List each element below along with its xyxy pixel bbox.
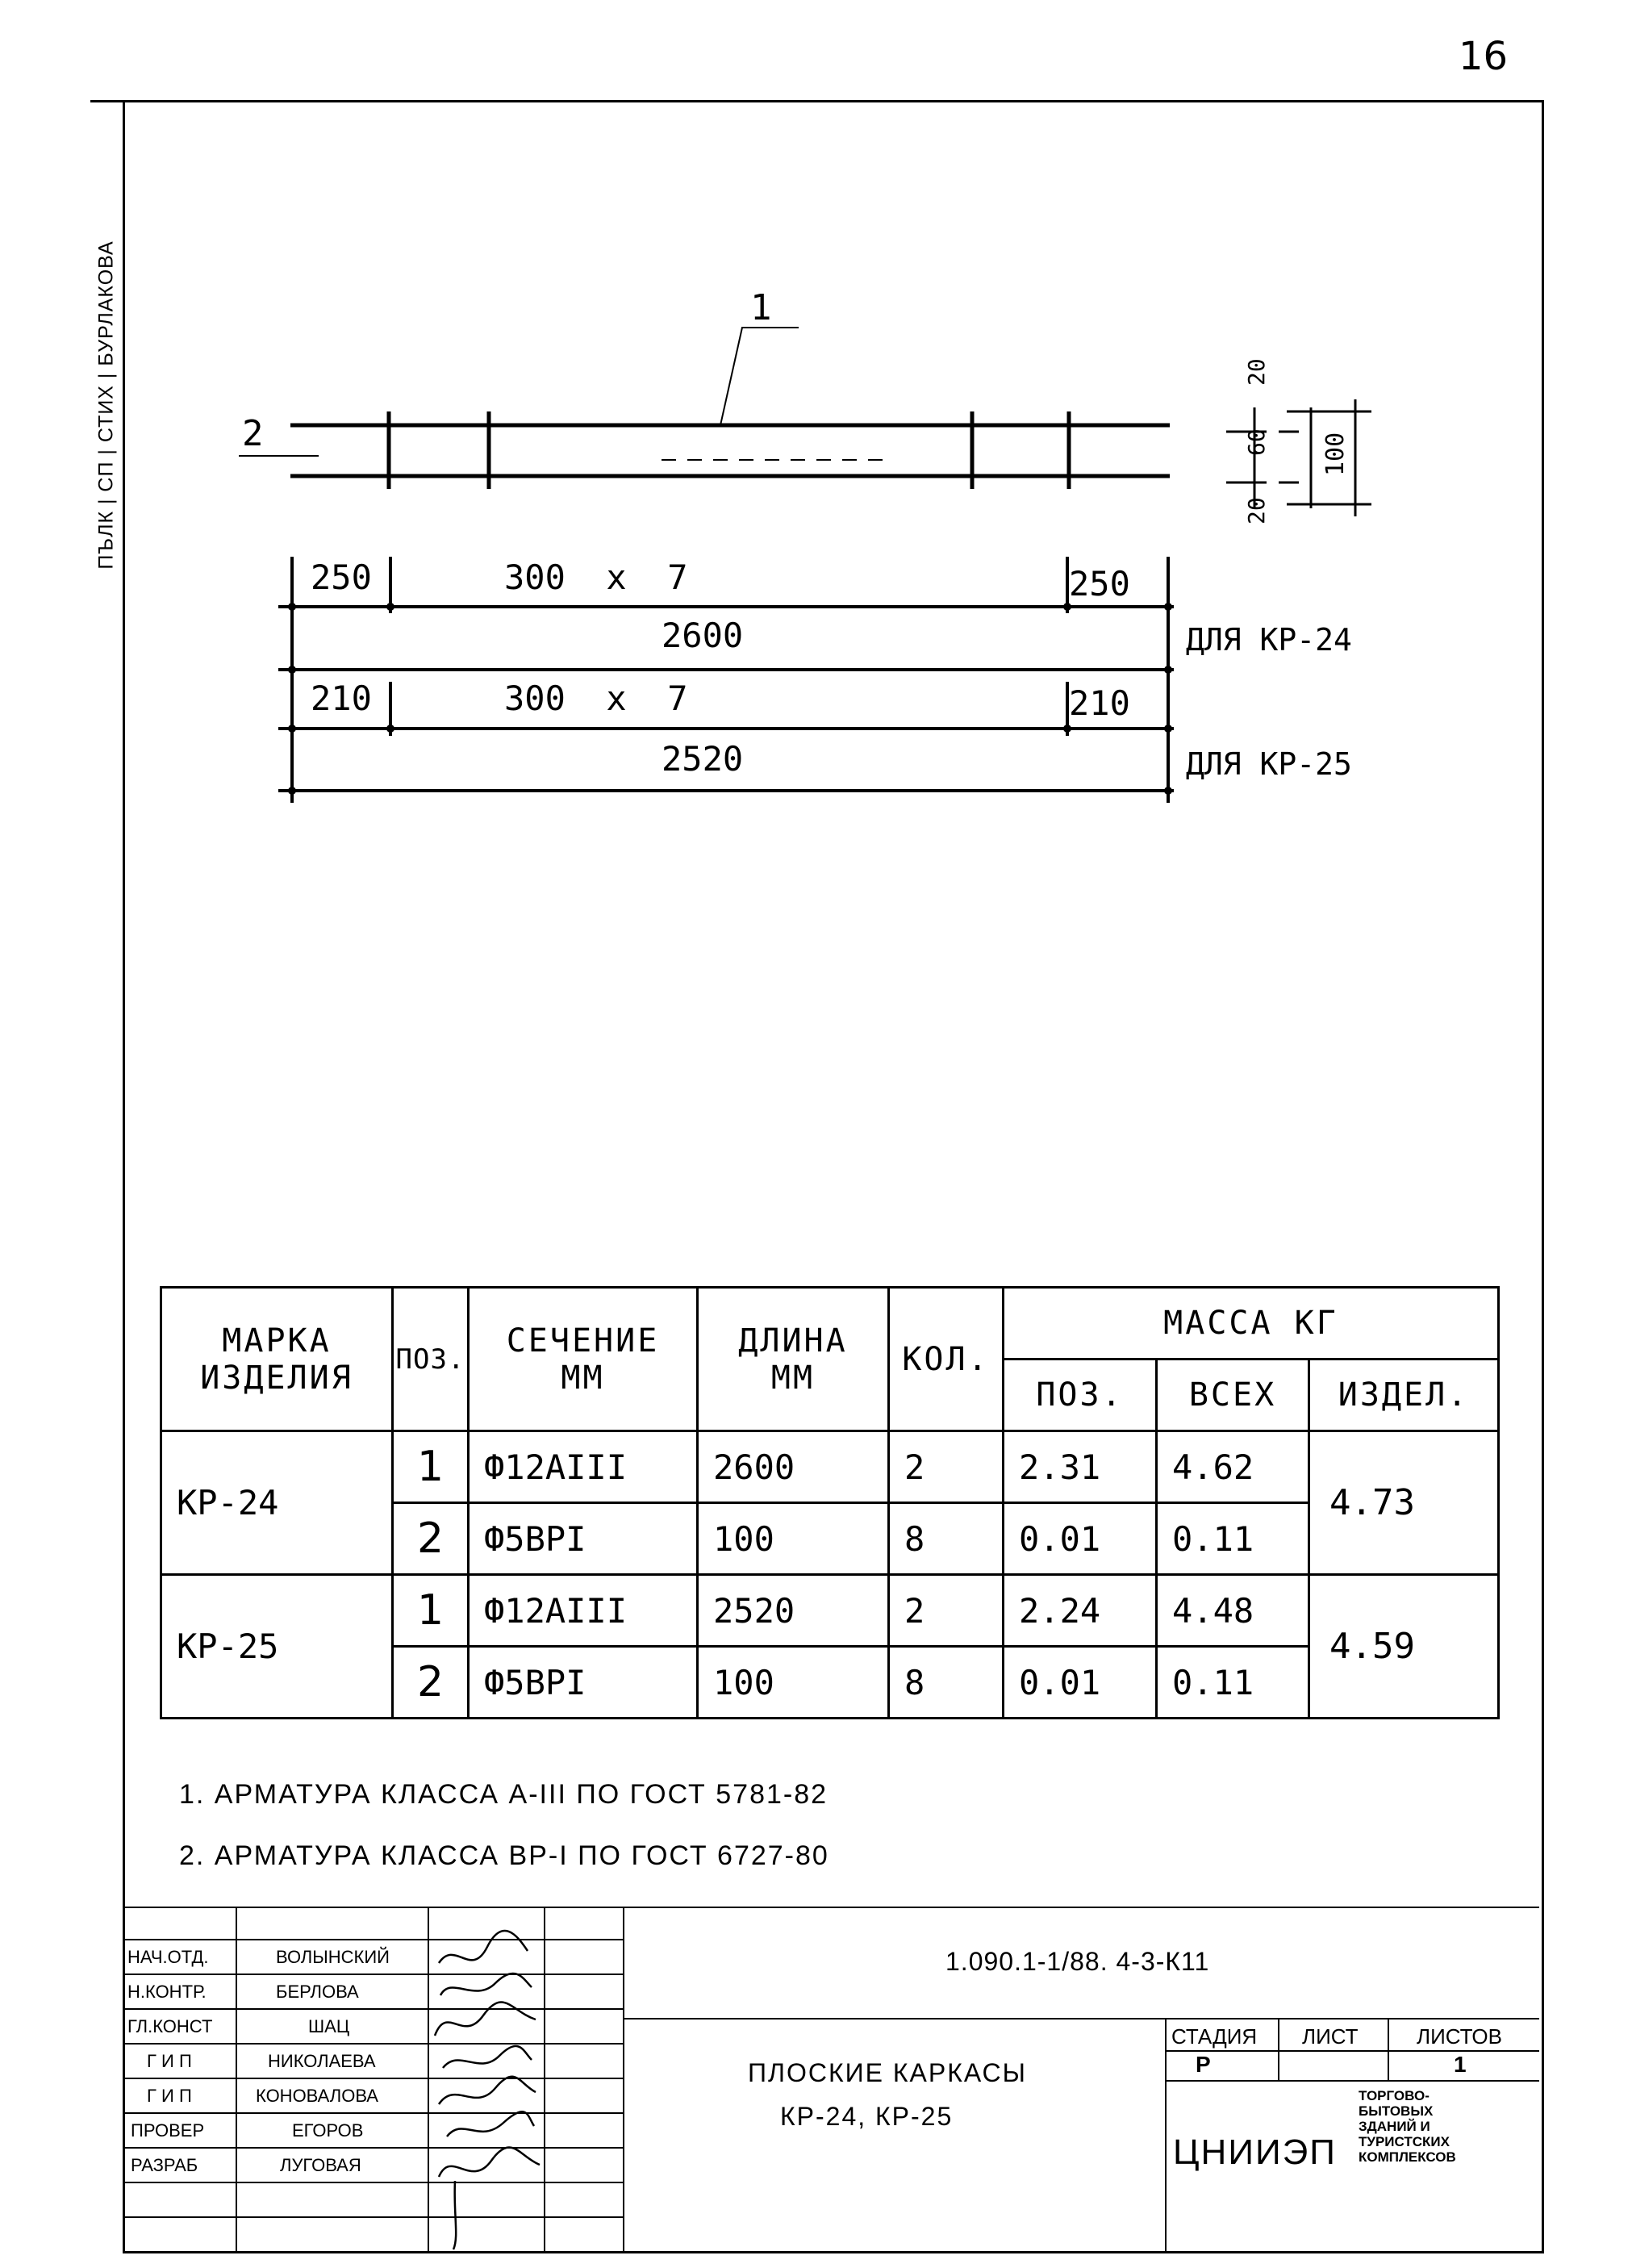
kr24-total-dim: 2600 <box>662 616 744 655</box>
section-cell: Ф5ВРI <box>469 1647 698 1719</box>
dim-20-bottom: 20 <box>1243 497 1270 524</box>
mass-pos-cell: 2.24 <box>1004 1575 1157 1647</box>
qty-cell: 2 <box>889 1575 1004 1647</box>
role-cell: НАЧ.ОТД. <box>127 1947 209 1967</box>
name-cell: БЕРЛОВА <box>276 1982 359 2002</box>
header-section: СЕЧЕНИЕ ММ <box>469 1288 698 1431</box>
kr25-label: ДЛЯ КР-25 <box>1186 746 1352 782</box>
header-mass: МАССА КГ <box>1004 1288 1499 1360</box>
header-mass-all: ВСЕХ <box>1157 1360 1309 1431</box>
kr25-middle-dim: 300 x 7 <box>504 679 688 718</box>
role-cell: ГЛ.КОНСТ <box>127 2016 213 2036</box>
role-cell: ПРОВЕР <box>131 2120 205 2141</box>
pos-cell: 2 <box>393 1647 469 1719</box>
name-cell: НИКОЛАЕВА <box>268 2051 376 2071</box>
mark-cell: КР-25 <box>161 1575 393 1719</box>
role-cell: Н.КОНТР. <box>127 1982 207 2002</box>
mass-item-cell: 4.73 <box>1309 1431 1499 1575</box>
stage-label: СТАДИЯ <box>1171 2024 1258 2049</box>
pos1-label: 1 <box>750 287 772 328</box>
qty-cell: 8 <box>889 1503 1004 1575</box>
name-cell: ШАЦ <box>308 2016 350 2036</box>
qty-cell: 8 <box>889 1647 1004 1719</box>
header-mass-pos: ПОЗ. <box>1004 1360 1157 1431</box>
mass-all-cell: 0.11 <box>1157 1647 1309 1719</box>
section-cell: Ф12АIII <box>469 1575 698 1647</box>
header-qty: КОЛ. <box>889 1288 1004 1431</box>
mass-all-cell: 4.62 <box>1157 1431 1309 1503</box>
page-number: 16 <box>1459 34 1509 79</box>
table-row <box>161 1575 1499 1647</box>
name-cell: КОНОВАЛОВА <box>256 2086 378 2106</box>
length-cell: 100 <box>698 1647 889 1719</box>
kr24-middle-dim: 300 x 7 <box>504 558 688 597</box>
dim-60: 60 <box>1243 428 1270 456</box>
sheets-label: ЛИСТОВ <box>1417 2024 1502 2049</box>
mass-pos-cell: 2.31 <box>1004 1431 1157 1503</box>
kr24-left-dim: 250 <box>311 558 372 597</box>
role-cell: РАЗРАБ <box>131 2155 198 2175</box>
name-cell: ЕГОРОВ <box>292 2120 364 2141</box>
pos-cell: 2 <box>393 1503 469 1575</box>
pos-cell: 1 <box>393 1431 469 1503</box>
length-cell: 100 <box>698 1503 889 1575</box>
side-stamp-text: ПЪЛК | СП | СТИХ | БУРЛАКОВА <box>94 240 118 570</box>
mass-pos-cell: 0.01 <box>1004 1647 1157 1719</box>
mass-all-cell: 4.48 <box>1157 1575 1309 1647</box>
section-cell: Ф5ВРI <box>469 1503 698 1575</box>
name-cell: ЛУГОВАЯ <box>280 2155 361 2175</box>
pos-cell: 1 <box>393 1575 469 1647</box>
pos2-label: 2 <box>242 413 264 454</box>
kr24-label: ДЛЯ КР-24 <box>1186 622 1352 658</box>
kr25-left-dim: 210 <box>311 679 372 718</box>
section-cell: Ф12АIII <box>469 1431 698 1503</box>
mass-all-cell: 0.11 <box>1157 1503 1309 1575</box>
header-pos: ПОЗ. <box>393 1288 469 1431</box>
drawing-subtitle: КР-24, КР-25 <box>780 2102 954 2131</box>
header-mass-item: ИЗДЕЛ. <box>1309 1360 1499 1431</box>
length-cell: 2600 <box>698 1431 889 1503</box>
role-cell: Г И П <box>147 2051 192 2071</box>
kr25-total-dim: 2520 <box>662 739 744 779</box>
note-1: 1. АРМАТУРА КЛАССА А-III ПО ГОСТ 5781-82 <box>179 1779 829 1810</box>
signatures <box>431 1907 544 2251</box>
specification-table <box>160 1286 1500 1719</box>
role-cell: Г И П <box>147 2086 192 2106</box>
stage-value: Р <box>1196 2052 1211 2077</box>
header-mark: МАРКА ИЗДЕЛИЯ <box>161 1288 393 1431</box>
dim-100: 100 <box>1321 432 1350 476</box>
doc-code: 1.090.1-1/88. 4-3-К11 <box>945 1947 1210 1976</box>
leader-pos1 <box>720 328 799 425</box>
kr25-right-dim: 210 <box>1069 683 1130 723</box>
table-row <box>161 1431 1499 1503</box>
header-length: ДЛИНА ММ <box>698 1288 889 1431</box>
frame-drawing <box>0 0 1632 888</box>
sheets-value: 1 <box>1454 2052 1467 2077</box>
name-cell: ВОЛЫНСКИЙ <box>276 1947 390 1967</box>
mass-pos-cell: 0.01 <box>1004 1503 1157 1575</box>
title-block <box>123 1907 1539 2251</box>
mark-cell: КР-24 <box>161 1431 393 1575</box>
qty-cell: 2 <box>889 1431 1004 1503</box>
org-sub: ТОРГОВО- БЫТОВЫХ ЗДАНИЙ И ТУРИСТСКИХ КОМПЛЕКСОВ <box>1359 2088 1456 2165</box>
dim-20-top: 20 <box>1243 358 1270 386</box>
note-2: 2. АРМАТУРА КЛАССА ВР-I ПО ГОСТ 6727-80 <box>179 1840 829 1871</box>
drawing-title: ПЛОСКИЕ КАРКАСЫ <box>748 2058 1027 2087</box>
kr24-right-dim: 250 <box>1069 564 1130 604</box>
mass-item-cell: 4.59 <box>1309 1575 1499 1719</box>
length-cell: 2520 <box>698 1575 889 1647</box>
table-header-row <box>161 1288 1499 1360</box>
sheet-label: ЛИСТ <box>1302 2024 1359 2049</box>
org-name: ЦНИИЭП <box>1173 2132 1337 2172</box>
